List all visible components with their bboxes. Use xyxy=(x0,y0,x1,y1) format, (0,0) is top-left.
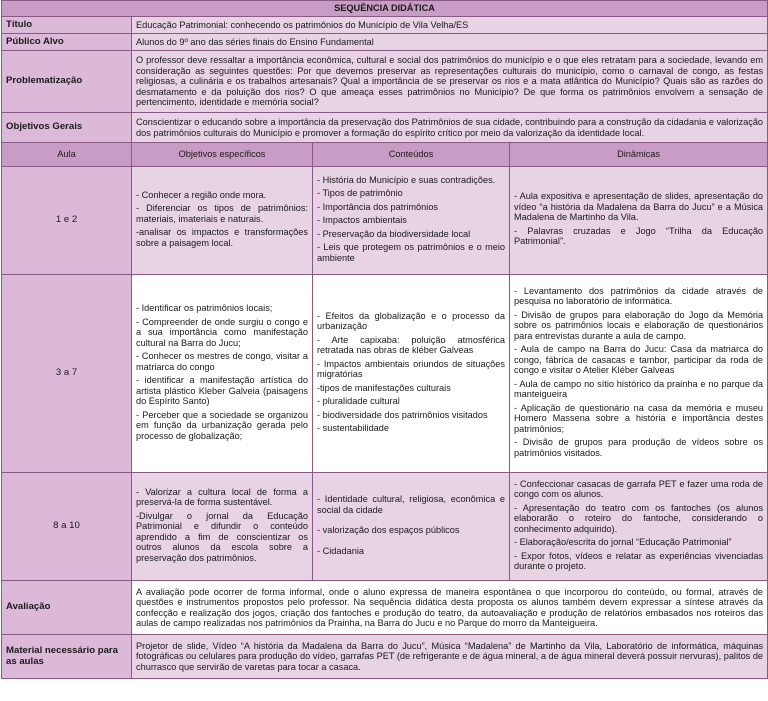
problematization-value: O professor deve ressaltar a importância econômica, cultural e social dos patrimônios do município e o que eles retratam para a sociedade, levando em consideração as seguintes questões: Por que devemos preservar as representações culturais do município, como o carnaval de congo, as festas religiosas, a culinária e os trabalhos artesanais? Qual a importância de se preservar os rios e a mata atlântica do Município? Quais são as razões do desmatamento e da poluição dos rios? O que ameaça esses patrimônios no Município? De que forma os patrimônios envolvem a sensação de pertencimento, identidade e memória social? xyxy=(132,51,768,113)
list-item: - Valorizar a cultura local de forma a preservá-la de forma sustentável. xyxy=(136,486,308,508)
table-row xyxy=(2,275,768,473)
problematization-label: Problematização xyxy=(2,51,132,113)
list-item: - Tipos de patrimônio xyxy=(317,188,403,199)
materials-value: Projetor de slide, Vídeo “A história da Madalena da Barra do Jucu”, Música “Madalena” de Martinho da Vila, Laboratório de informática, máquinas fotográficas ou celulares para produção do vídeo, garrafas PET (de refrigerante e de água mineral, a de água mineral deverá possuir nervuras), palitos de churrasco que servirão de varetas para tocar a casaca. xyxy=(132,635,768,679)
list-item: - Aplicação de questionário na casa da memória e museu Homero Massena sobre a história e importância destes patrimônios; xyxy=(514,402,764,434)
list-item: - Aula expositiva e apresentação de slides, apresentação do vídeo “a história da Madalena da Barra do Jucu” e a Música Madalena de Martinho da Vila. xyxy=(514,191,764,223)
list-item: - Identidade cultural, religiosa, econômica e social da cidade xyxy=(317,494,505,515)
aula-number: 8 a 10 xyxy=(2,473,132,581)
table-row xyxy=(2,167,768,275)
column-header-contents: Conteúdos xyxy=(313,143,510,167)
didactic-sequence-table xyxy=(1,0,768,679)
evaluation-label: Avaliação xyxy=(2,581,132,635)
list-item: - Aula de campo no sítio histórico da prainha e no parque da manteigueira xyxy=(514,378,764,400)
list-item: - Compreender de onde surgiu o congo e a sua importância como manifestação cultural na Barra do Jucu; xyxy=(136,316,308,348)
list-item: - Aula de campo na Barra do Jucu: Casa da matriarca do congo, fábrica de casacas e tambor, participar da roda de congo e visitar o Atelier Kléber Galveas xyxy=(514,344,764,376)
list-item: - identificar a manifestação artística do artista plástico Kleber Galveia (paisagens do Espírito Santo) xyxy=(136,375,308,406)
audience-label: Público Alvo xyxy=(2,34,132,51)
list-item: - Leis que protegem os patrimônios e o meio ambiente xyxy=(317,242,505,263)
general-objectives-value: Conscientizar o educando sobre a importância da preservação dos Patrimônios de sua cidade, contribuindo para a construção da cidadania e valorização dos patrimônios culturais do Município e promover a formação do espírito crítico por meio da valorização da identidade local. xyxy=(132,113,768,143)
list-item: - Conhecer os mestres de congo, visitar a matriarca do congo xyxy=(136,351,308,372)
list-item: - Divisão de grupos para produção de vídeos sobre os patrimônios visitados. xyxy=(514,437,764,458)
list-item: - biodiversidade dos patrimônios visitados xyxy=(317,409,488,420)
list-item: - valorização dos espaços públicos xyxy=(317,525,460,535)
contents-cell xyxy=(313,275,510,473)
list-item: - Impactos ambientais oriundos de situações migratórias xyxy=(317,358,505,379)
list-item: - Preservação da biodiversidade local xyxy=(317,228,471,239)
aula-number: 3 a 7 xyxy=(2,275,132,473)
objectives-cell xyxy=(132,275,313,473)
list-item: - História do Município e suas contradições. xyxy=(317,174,496,185)
column-header-objectives: Objetivos específicos xyxy=(132,143,313,167)
list-item: - Apresentação do teatro com os fantoches (os alunos elaborarão o roteiro do fantoche, considerando o conhecimento adquirido). xyxy=(514,502,764,534)
list-item: - Expor fotos, vídeos e relatar as experiências vivenciadas durante o projeto. xyxy=(514,550,764,571)
list-item: - Cidadania xyxy=(317,545,364,556)
table-row xyxy=(2,473,768,581)
list-item: - Importância dos patrimônios xyxy=(317,201,439,212)
list-item: - Perceber que a sociedade se organizou em função da urbanização gerada pelo processo de globalização; xyxy=(136,409,308,441)
list-item: - sustentabilidade xyxy=(317,423,390,433)
column-header-dynamics: Dinâmicas xyxy=(510,143,768,167)
objectives-cell xyxy=(132,167,313,275)
list-item: - Identificar os patrimônios locais; xyxy=(136,303,273,313)
list-item: - Arte capixaba: poluição atmosférica retratada nas obras de kléber Galveas xyxy=(317,334,505,355)
evaluation-value: A avaliação pode ocorrer de forma informal, onde o aluno expressa de maneira espontânea o que incorporou do conteúdo, ou formal, através de questões e instrumentos propostos pelo professor. Na sequência didática desta proposta os alunos também devem expressar a síntese através da confecção e realização dos jogos, criação dos fantoches e produção do teatro, da autoavaliação e produção de relatórios embasados nos roteiros das aulas de campo realizadas nos patrimônios da Prainha, na Barra do Jucu e no Parque do morro da Manteigueira. xyxy=(132,581,768,635)
list-item: - pluralidade cultural xyxy=(317,396,400,406)
list-item: - Efeitos da globalização e o processo da urbanização xyxy=(317,310,505,331)
list-item: - Impactos ambientais xyxy=(317,215,407,226)
dynamics-cell xyxy=(510,167,768,275)
list-item: - Palavras cruzadas e Jogo “Trilha da Educação Patrimonial”. xyxy=(514,225,764,247)
list-item: - Levantamento dos patrimônios da cidade através de pesquisa no laboratório de informática. xyxy=(514,285,764,307)
objectives-cell xyxy=(132,473,313,581)
list-item: - Divisão de grupos para elaboração do Jogo da Memória sobre os patrimônios locais e elaboração de questionários para entrevistas durante a aula de campo. xyxy=(514,309,764,341)
contents-cell xyxy=(313,167,510,275)
dynamics-cell xyxy=(510,473,768,581)
list-item: - Conhecer a região onde mora. xyxy=(136,189,267,200)
aula-number: 1 e 2 xyxy=(2,167,132,275)
materials-label: Material necessário para as aulas xyxy=(2,635,132,679)
list-item: -Divulgar o jornal da Educação Patrimonial e difundir o conteúdo aprendido a fim de conscientizar os outros alunos da escola sobre a preservação dos patrimônios. xyxy=(136,510,308,563)
list-item: - Elaboração/escrita do jornal “Educação Patrimonial” xyxy=(514,537,732,547)
column-header-aula: Aula xyxy=(2,143,132,167)
audience-value: Alunos do 9º ano das séries finais do Ensino Fundamental xyxy=(132,34,768,51)
contents-cell xyxy=(313,473,510,581)
dynamics-cell xyxy=(510,275,768,473)
title-label: Título xyxy=(2,17,132,34)
title-value: Educação Patrimonial: conhecendo os patrimônios do Município de Vila Velha/ES xyxy=(132,17,768,34)
list-item: - Confeccionar casacas de garrafa PET e fazer uma roda de congo com os alunos. xyxy=(514,478,764,499)
general-objectives-label: Objetivos Gerais xyxy=(2,113,132,143)
list-item: - Diferenciar os tipos de patrimônios: materiais, imateriais e naturais. xyxy=(136,203,308,224)
list-item: -tipos de manifestações culturais xyxy=(317,382,451,393)
table-title: SEQUÊNCIA DIDÁTICA xyxy=(2,1,768,17)
list-item: -analisar os impactos e transformações sobre a paisagem local. xyxy=(136,227,308,248)
